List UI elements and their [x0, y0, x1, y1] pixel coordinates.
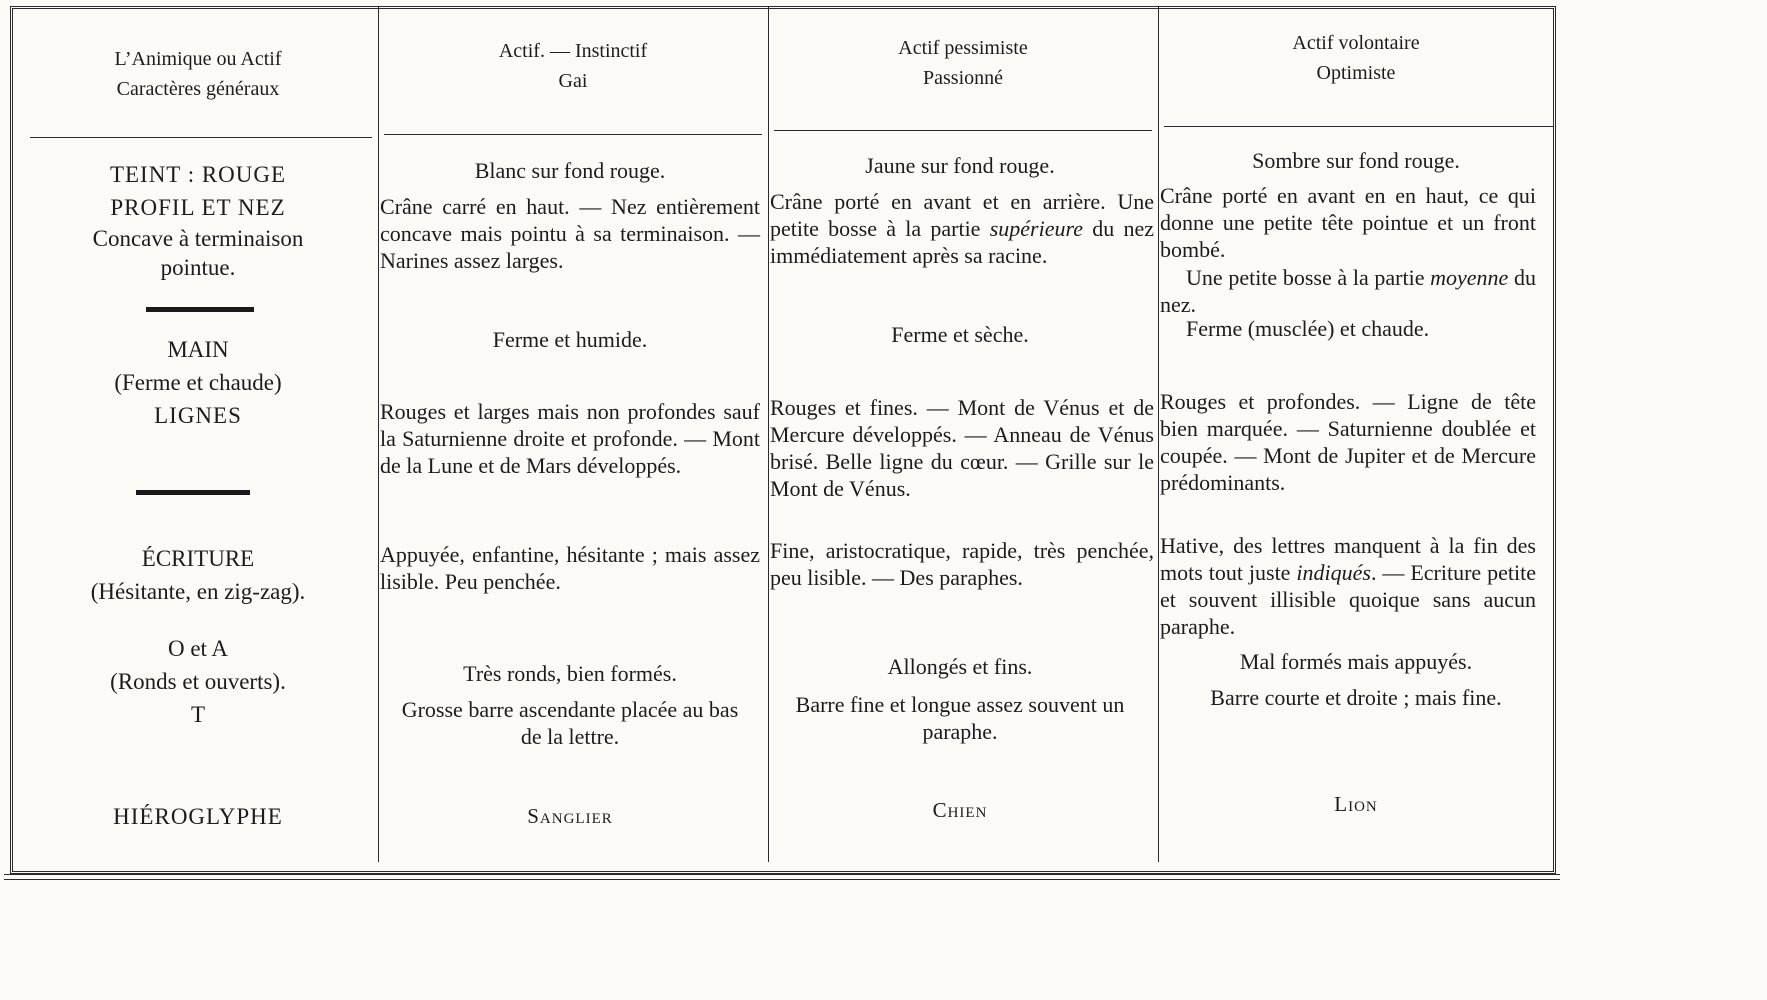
col4-profil-emphasis: moyenne: [1430, 265, 1509, 290]
col4-profil-text: du nez.: [1160, 265, 1536, 317]
header-rule: [384, 134, 762, 135]
label-ecriture-sub: (Hésitante, en zig-zag).: [90, 579, 306, 604]
label-teint: TEINT : ROUGE: [109, 162, 287, 187]
header-line: Actif volontaire: [1292, 32, 1420, 54]
col4-t: Barre courte et droite ; mais fine.: [1210, 685, 1502, 710]
column-divider: [1158, 6, 1159, 862]
col3-profil-emphasis: supérieure: [989, 216, 1083, 241]
col3-hieroglyphe: Chien: [932, 798, 988, 822]
col2-oa: Très ronds, bien formés.: [463, 661, 677, 686]
col2-ecriture: Appuyée, enfantine, hésitante ; mais assez lisible. Peu penchée.: [380, 542, 760, 594]
col3-lignes: Rouges et fines. — Mont de Vénus et de Mercure développés. — Anneau de Vénus brisé. Belle ligne du cœur. — Grille sur le Mont de Vénus.: [770, 395, 1154, 501]
label-main-sub: (Ferme et chaude): [114, 370, 282, 395]
label-ecriture-block: [20, 542, 376, 608]
label-oa-block: [20, 632, 376, 731]
col2-t: Grosse barre ascendante placée au bas de la lettre.: [401, 697, 739, 749]
label-profil: PROFIL ET NEZ: [110, 195, 286, 220]
label-main: MAIN: [167, 337, 229, 362]
header-rule: [1164, 126, 1554, 127]
col3-oa: Allongés et fins.: [887, 654, 1033, 679]
column-header-3: [774, 33, 1152, 93]
label-ecriture: ÉCRITURE: [141, 546, 255, 571]
header-line: Gai: [558, 70, 588, 92]
column-header-4: [1164, 28, 1548, 88]
col2-lignes: Rouges et larges mais non profondes sauf la Saturnienne droite et profonde. — Mont de la Lune et de Mars développés.: [380, 399, 760, 478]
header-line: L’Animique ou Actif: [114, 48, 282, 70]
header-line: Optimiste: [1316, 62, 1396, 84]
col3-ecriture: Fine, aristocratique, rapide, très penchée, peu lisible. — Des paraphes.: [770, 538, 1154, 590]
bottom-rule: [4, 874, 1560, 880]
label-concave: Concave à terminaison: [92, 226, 304, 251]
col3-profil-text: du nez immédiatement après sa racine.: [770, 216, 1155, 268]
col4-profil-text: Une petite bosse à la partie: [1186, 265, 1431, 290]
label-pointue: pointue.: [160, 255, 236, 280]
label-oa: O et A: [167, 636, 229, 661]
col3-t: Barre fine et longue assez souvent un paraphe.: [795, 692, 1125, 744]
label-hieroglyphe: HIÉROGLYPHE: [113, 804, 283, 829]
col4-ecriture: [1160, 532, 1536, 640]
heavy-rule: [136, 490, 250, 495]
col4-main: Ferme (musclée) et chaude.: [1186, 316, 1430, 341]
col4-teint: Sombre sur fond rouge.: [1252, 148, 1460, 173]
label-main-lignes: [20, 333, 376, 432]
label-t: T: [190, 702, 206, 727]
col4-profil-2: [1160, 264, 1536, 318]
column-header-1: [20, 44, 376, 104]
header-line: Passionné: [923, 67, 1003, 89]
col2-teint: Blanc sur fond rouge.: [474, 158, 666, 183]
col4-ecriture-text: . — Ecriture petite et souvent illisible quoique sans aucun paraphe.: [1160, 560, 1536, 639]
col4-lignes: Rouges et profondes. — Ligne de tête bien marquée. — Saturnienne doublée et coupée. — Mont de Jupiter et de Mercure prédominants.: [1160, 389, 1536, 495]
header-rule: [30, 137, 372, 138]
col4-ecriture-emphasis: indiqués: [1296, 560, 1371, 585]
column-header-2: [384, 36, 762, 96]
col3-profil: [770, 188, 1154, 269]
header-rule: [774, 130, 1152, 131]
col4-oa: Mal formés mais appuyés.: [1239, 649, 1473, 674]
header-line: Caractères généraux: [116, 78, 280, 100]
col3-main: Ferme et sèche.: [891, 322, 1029, 347]
col4-ecriture-text: Hative, des lettres manquent à la fin des mots tout juste: [1160, 533, 1536, 585]
heavy-rule: [146, 307, 254, 312]
col2-main: Ferme et humide.: [492, 327, 648, 352]
column-divider: [768, 6, 769, 862]
column-divider: [378, 6, 379, 862]
col4-profil-1: Crâne porté en avant en en haut, ce qui donne une petite tête pointue et un front bombé.: [1160, 183, 1536, 262]
col2-hieroglyphe: Sanglier: [527, 804, 613, 828]
col2-profil: Crâne carré en haut. — Nez entièrement concave mais pointu à sa terminaison. — Narines assez larges.: [380, 194, 760, 273]
col4-hieroglyphe: Lion: [1334, 792, 1378, 816]
col3-profil-text: Crâne porté en avant et en arrière. Une petite bosse à la partie: [770, 189, 1154, 241]
label-teint-profil: [20, 158, 376, 282]
col3-teint: Jaune sur fond rouge.: [865, 153, 1055, 178]
label-oa-sub: (Ronds et ouverts).: [110, 669, 286, 694]
label-lignes: LIGNES: [154, 403, 242, 428]
header-line: Actif. — Instinctif: [498, 40, 648, 62]
header-line: Actif pessimiste: [898, 37, 1028, 59]
